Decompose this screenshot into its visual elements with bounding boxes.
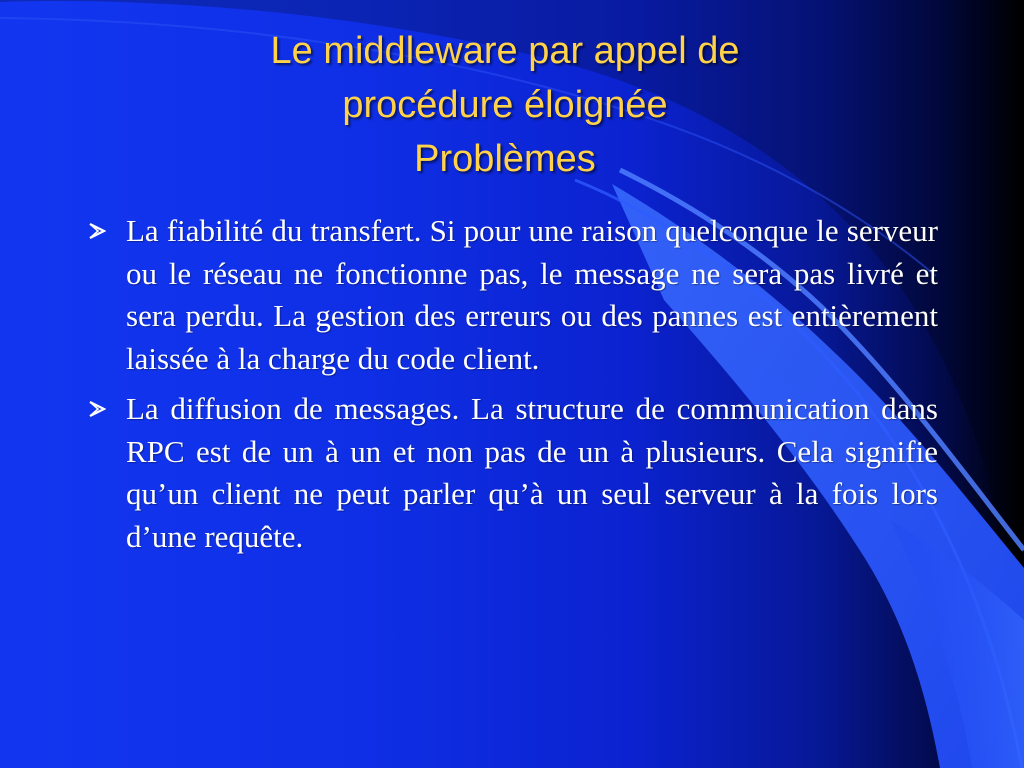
bullet-list: [86, 210, 938, 566]
title-line-1: Le middleware par appel de: [270, 30, 740, 72]
title-line-2: procédure éloignée: [342, 84, 668, 126]
arrowhead-bullet-icon: [88, 210, 114, 252]
arrowhead-bullet-icon: [88, 388, 114, 430]
bullet-text: La diffusion de messages. La structure de communication dans RPC est de un à un et non pas de un à plusieurs. Cela signifie qu’un client ne peut parler qu’à un seul serveur à la fois lors d’une requête.: [126, 391, 938, 554]
slide-title: [120, 24, 890, 186]
bullet-text: La fiabilité du transfert. Si pour une raison quelconque le serveur ou le réseau ne fonctionne pas, le message ne sera pas livré et sera perdu. La gestion des erreurs ou des pannes est entièrement laissée à la charge du code client.: [126, 213, 938, 376]
bullet-item: [86, 210, 938, 380]
title-line-3: Problèmes: [414, 138, 596, 180]
bullet-item: [86, 388, 938, 558]
